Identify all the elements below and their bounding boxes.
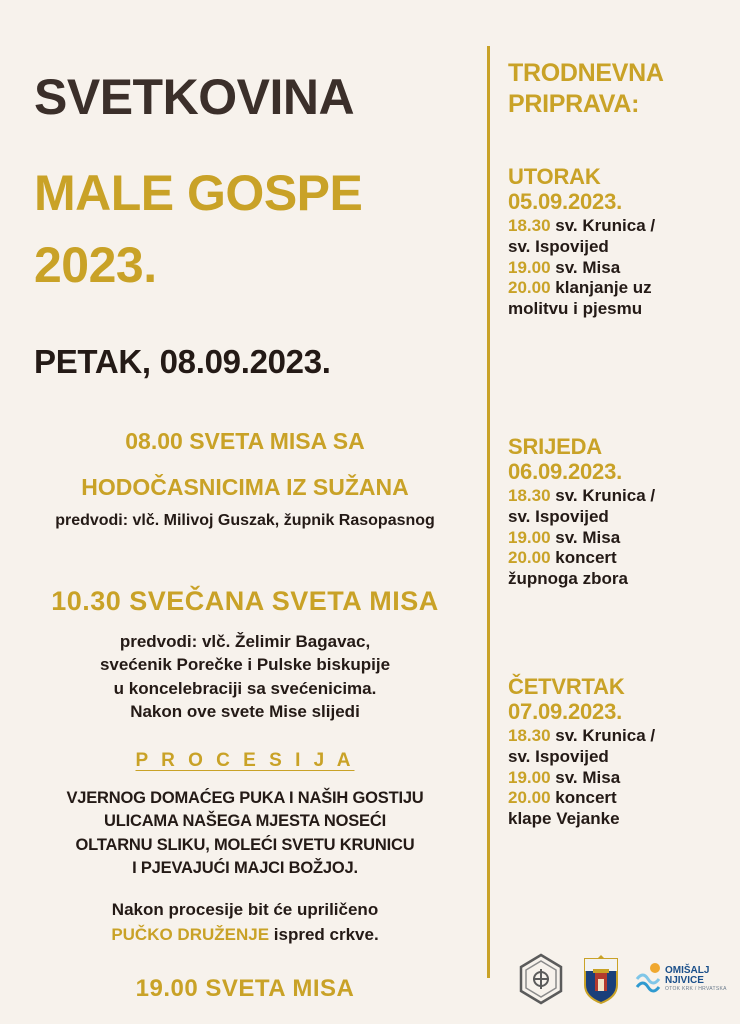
vertical-divider bbox=[487, 46, 490, 978]
preparation-item-time: 20.00 bbox=[508, 788, 551, 808]
wave-mark-icon bbox=[635, 961, 661, 997]
preparation-item bbox=[508, 747, 740, 768]
preparation-item-text: sv. Misa bbox=[550, 767, 621, 787]
preparation-heading-line1: TRODNEVNA bbox=[508, 59, 664, 87]
preparation-item-text: župnoga zbora bbox=[508, 569, 628, 589]
preparation-day-date: 06.09.2023. bbox=[508, 458, 623, 484]
preparation-item-text: koncert bbox=[550, 788, 617, 808]
parish-seal-logo bbox=[515, 953, 567, 1005]
event2-details bbox=[10, 630, 480, 724]
preparation-item bbox=[508, 278, 740, 299]
procession-line4: I PJEVAJUĆI MAJCI BOŽJOJ. bbox=[132, 859, 358, 878]
preparation-item bbox=[508, 726, 740, 747]
procession-line1: VJERNOG DOMAĆEG PUKA I NAŠIH GOSTIJU bbox=[66, 789, 424, 807]
preparation-item bbox=[508, 507, 740, 528]
event2-line4: Nakon ove svete Mise slijedi bbox=[130, 702, 360, 722]
after-procession-line1: Nakon procesije bit će upriličeno bbox=[111, 900, 379, 919]
preparation-item-time: 20.00 bbox=[508, 278, 551, 298]
procession-line2: ULICAMA NAŠEGA MJESTA NOSEĆI bbox=[104, 812, 386, 831]
preparation-item-text: molitvu i pjesmu bbox=[508, 299, 643, 319]
preparation-heading bbox=[508, 58, 664, 121]
after-procession-rest: ispred crkve. bbox=[269, 925, 379, 944]
omisalj-njivice-text bbox=[665, 966, 727, 992]
logo-row bbox=[515, 948, 730, 1010]
poster-title-line3: 2023. bbox=[34, 237, 157, 293]
preparation-item-text: sv. Ispovijed bbox=[508, 746, 609, 766]
preparation-day-date: 05.09.2023. bbox=[508, 188, 623, 214]
preparation-day-block bbox=[508, 165, 740, 320]
preparation-item bbox=[508, 299, 740, 320]
njivice-title: NJIVICE bbox=[665, 975, 704, 987]
preparation-heading-line2: PRIPRAVA: bbox=[508, 90, 640, 119]
omisalj-njivice-logo bbox=[635, 961, 727, 997]
coat-of-arms-logo bbox=[581, 953, 621, 1005]
procession-description bbox=[10, 787, 480, 881]
omisalj-tagline: OTOK KRK / HRVATSKA bbox=[665, 985, 727, 992]
preparation-item bbox=[508, 258, 740, 279]
event2-line1: predvodi: vlč. Želimir Bagavac, bbox=[119, 632, 371, 651]
event2-title: 10.30 SVEČANA SVETA MISA bbox=[51, 586, 439, 616]
preparation-item-time: 18.30 bbox=[508, 216, 551, 236]
preparation-item-text: koncert bbox=[550, 548, 617, 568]
preparation-item-text: sv. Misa bbox=[550, 257, 621, 277]
preparation-item-text: klanjanje uz bbox=[550, 278, 652, 298]
preparation-item bbox=[508, 237, 740, 258]
preparation-day-name: UTORAK bbox=[508, 164, 601, 189]
preparation-item bbox=[508, 809, 740, 830]
poster-main-date: PETAK, 08.09.2023. bbox=[34, 343, 331, 380]
preparation-item bbox=[508, 548, 740, 569]
preparation-item-text: sv. Krunica / bbox=[550, 486, 656, 506]
preparation-item-time: 20.00 bbox=[508, 548, 551, 568]
procession-line3: OLTARNU SLIKU, MOLEĆI SVETU KRUNICU bbox=[75, 835, 415, 854]
preparation-item-time: 19.00 bbox=[508, 767, 551, 787]
preparation-item-text: sv. Krunica / bbox=[550, 726, 656, 746]
preparation-item bbox=[508, 768, 740, 789]
preparation-item bbox=[508, 486, 740, 507]
event1-title-line2: HODOČASNICIMA IZ SUŽANA bbox=[81, 474, 409, 500]
preparation-day-block bbox=[508, 675, 740, 830]
preparation-item-text: klape Vejanke bbox=[508, 809, 620, 829]
after-procession-highlight: PUČKO DRUŽENJE bbox=[111, 925, 270, 944]
preparation-item bbox=[508, 528, 740, 549]
poster-title-line2: MALE GOSPE bbox=[34, 165, 363, 221]
preparation-item bbox=[508, 788, 740, 809]
preparation-day-name: ČETVRTAK bbox=[508, 674, 625, 699]
event3-title: 19.00 SVETA MISA bbox=[135, 975, 355, 1002]
preparation-day-name: SRIJEDA bbox=[508, 434, 602, 459]
event1-time-title: 08.00 SVETA MISA SA bbox=[125, 428, 365, 454]
omisalj-title: OMIŠALJ bbox=[665, 964, 710, 976]
preparation-item-time: 19.00 bbox=[508, 257, 551, 277]
event2-line2: svećenik Porečke i Pulske biskupije bbox=[99, 655, 391, 675]
preparation-item-text: sv. Krunica / bbox=[550, 216, 656, 236]
preparation-item-time: 18.30 bbox=[508, 486, 551, 506]
preparation-item-text: sv. Ispovijed bbox=[508, 506, 609, 526]
after-procession-line2 bbox=[10, 925, 480, 945]
right-column bbox=[508, 0, 740, 1024]
preparation-item-time: 18.30 bbox=[508, 726, 551, 746]
event1-subtitle: predvodi: vlč. Milivoj Guszak, župnik Rasopasnog bbox=[55, 512, 435, 529]
preparation-item bbox=[508, 569, 740, 590]
preparation-item-text: sv. Ispovijed bbox=[508, 236, 609, 256]
preparation-item-text: sv. Misa bbox=[550, 527, 621, 547]
procession-label: P R O C E S I J A bbox=[135, 750, 355, 771]
preparation-item bbox=[508, 216, 740, 237]
preparation-day-date: 07.09.2023. bbox=[508, 698, 623, 724]
preparation-day-block bbox=[508, 435, 740, 590]
preparation-item-time: 19.00 bbox=[508, 527, 551, 547]
poster-title-line1: SVETKOVINA bbox=[34, 69, 355, 125]
event2-line3: u koncelebraciji sa svećenicima. bbox=[113, 678, 377, 698]
